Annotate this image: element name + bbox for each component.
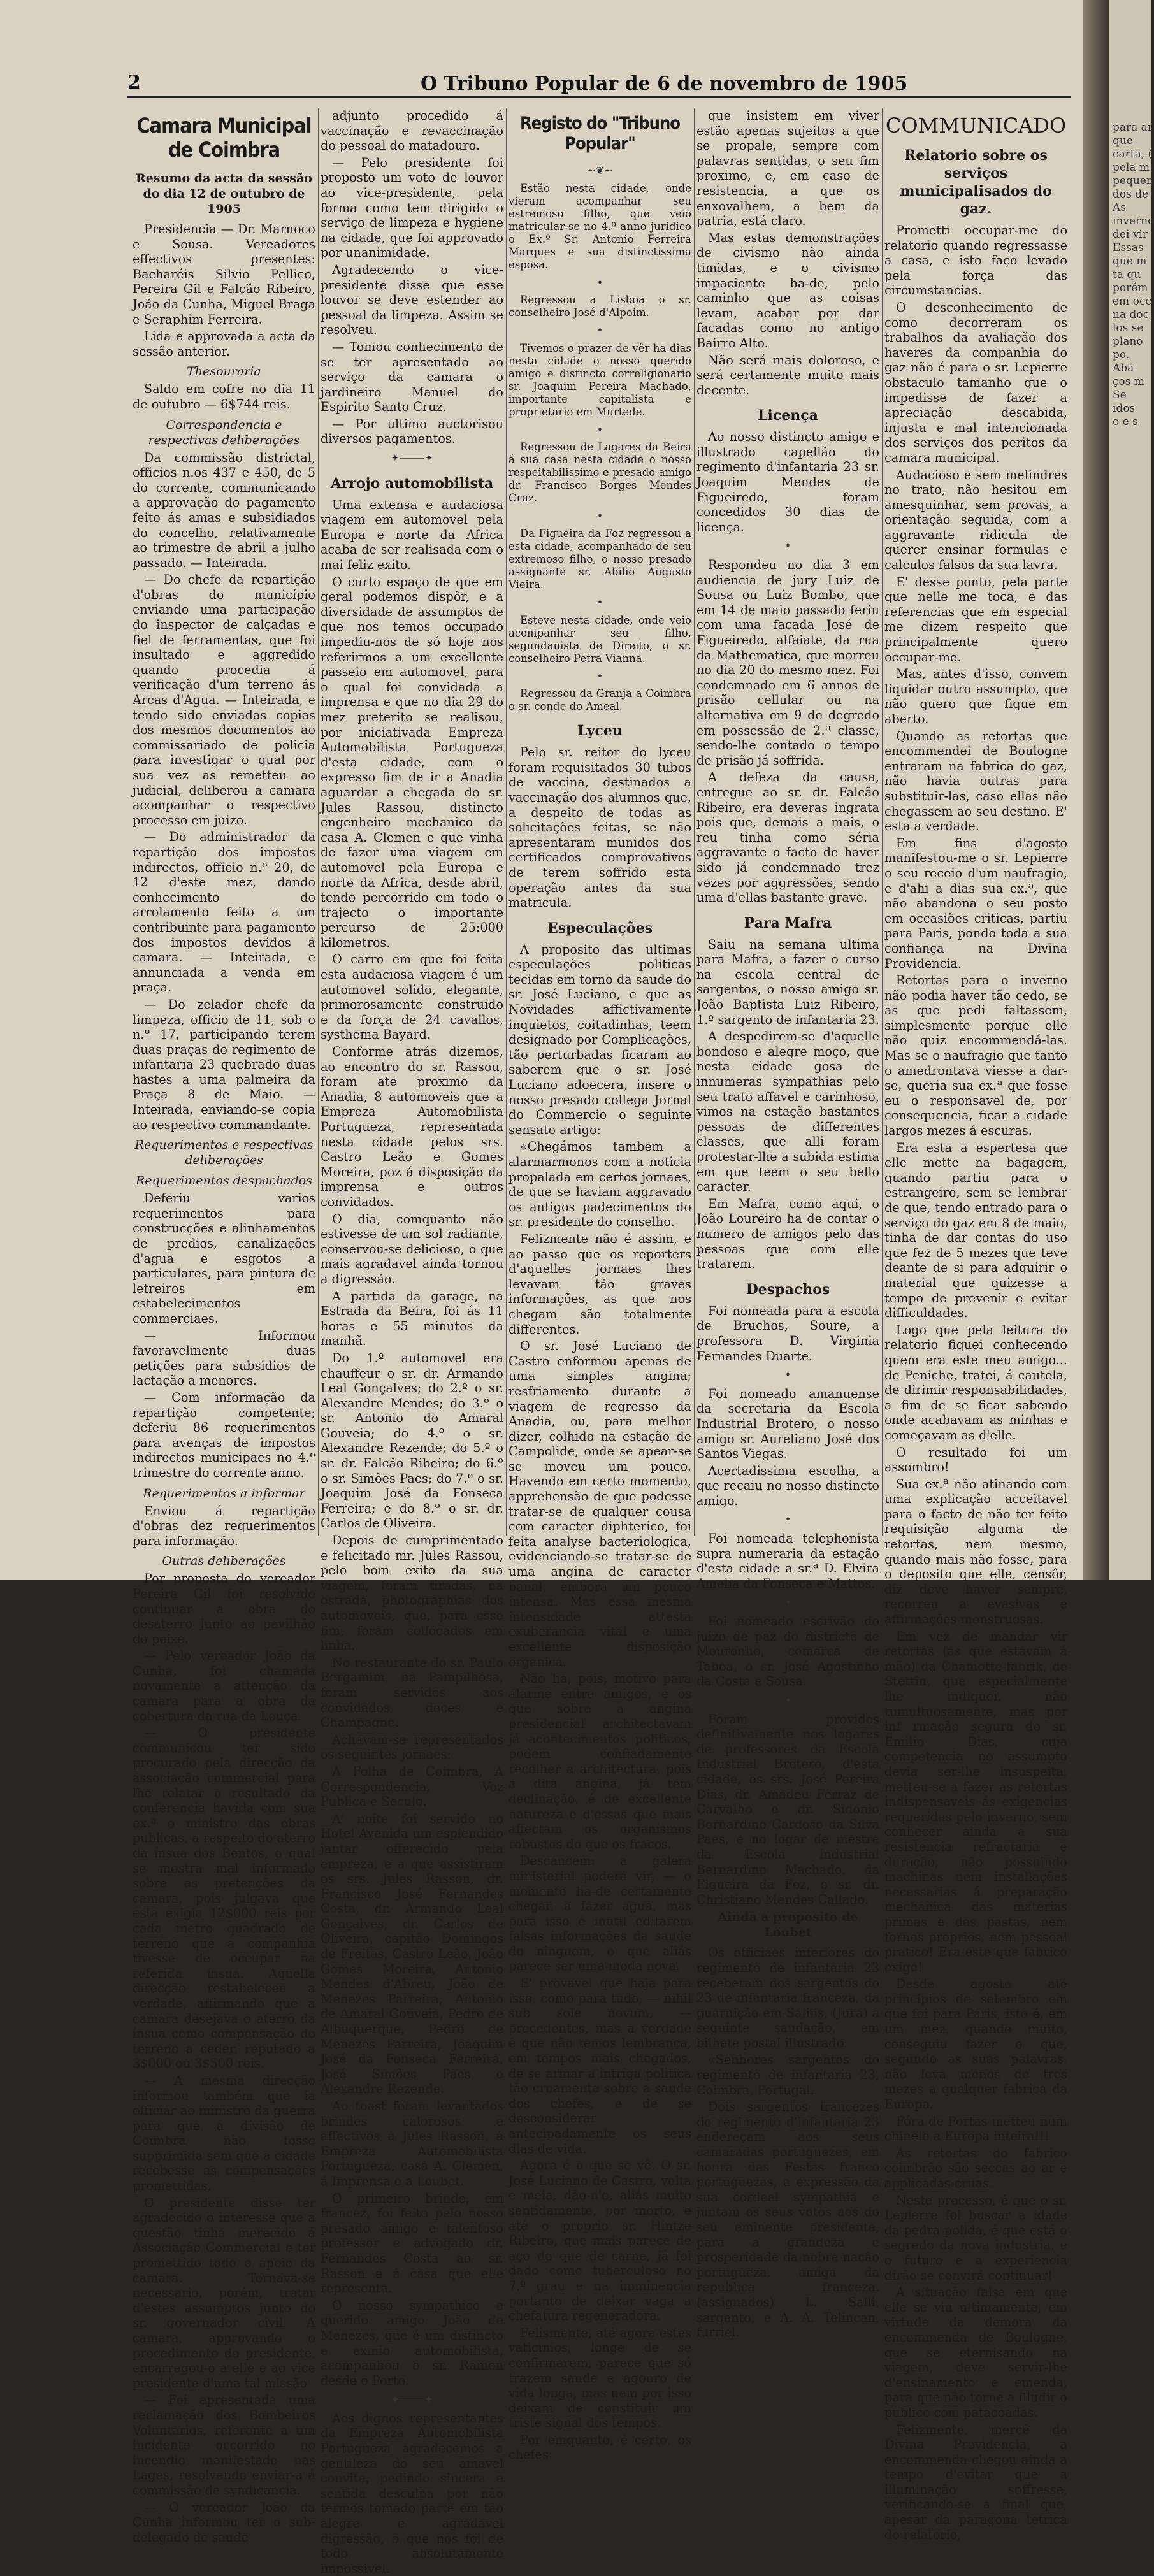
paragraph: Não ha, pois, motivo para alarme entre amigos, e os que sobre a angina presidencial architectavam já acontecimentos politicos, podem confiadamente recolher a architectura, pois a dita angina, já tem declinação, é de excellente natureza e d'essas que mais affectam os organismos robustos do que os fracos.	[508, 1671, 691, 1852]
adjacent-page-fragment: carta, (	[1113, 148, 1153, 161]
paragraph: Era esta a espertesa que elle mette na bagagem, quando partiu para o estrangeiro, sem se lembrar de que, tendo entrado para o serviço do gaz em 8 de maio, tinha de dar contas do uso que fez de 5 mezes que teve deante de si para adquirir o material que quizesse a tempo de prevenir e evitar difficuldades.	[884, 1140, 1067, 1321]
separator-dot: •	[784, 540, 791, 552]
adjacent-page-fragment: Essas	[1113, 241, 1144, 254]
paragraph: A proposito das ultimas especulações politicas tecidas em torno da saude do sr. José Luciano, e que as Novidades affictivamente inquietos, coitadinhas, teem designado por Complicações, tão perturbadas ficaram ao saberem que o sr. José Luciano adoecera, insere o nosso presado collega Jornal do Commercio o seguinte sensato artigo:	[508, 942, 691, 1137]
paragraph: Depois de cumprimentado e felicitado mr. Jules Rassou, pelo bom exito da sua viagem, foram tiradas, na estrada, photographias dos automoveis, que, para esse fim, foram collocados em linha.	[321, 1533, 503, 1653]
adjacent-page-fragment: dei vir	[1113, 228, 1148, 241]
paragraph: Felismente, até agora estes vaticinios, longe de se confirmarem, parece que só trazem saude e agouro de vida longa, mas nem por isso deixam de constituir um triste signal dos tempos.	[508, 2325, 691, 2431]
separator-dot: •	[784, 1369, 791, 1381]
paragraph: Quando as retortas que encommendei de Boulogne entraram na fabrica do gaz, não havia outras para substituir-las, caso ellas não chegassem ao seu destino. E' esta a verdade.	[884, 728, 1067, 834]
page-header	[127, 71, 1071, 97]
ornament-divider: ✦⸻✦	[391, 2393, 433, 2406]
news-item: Da Figueira da Foz regressou a esta cidade, acompanhado de seu extremoso filho, o nosso presado assignante sr. Abilio Augusto Vieira.	[508, 527, 691, 591]
paragraph: — Do administrador da repartição dos impostos indirectos, officio n.º 20, de 12 d'este mez, dando conhecimento do arrolamento feito a um contribuinte para pagamento dos impostos devidos á camara. — Inteirada, e annunciada a venda em praça.	[133, 830, 315, 995]
adjacent-page-fragment: As	[1113, 201, 1127, 214]
paragraph: — Por ultimo auctorisou diversos pagamentos.	[321, 416, 503, 447]
section-heading: Para Mafra	[744, 914, 832, 932]
paragraph: Foi nomeado escrivão do juizo de paz do districto de Mouronho, comarca de Taboa, o sr. José Agostinho da Costa e Sousa.	[696, 1614, 879, 1689]
paragraph: Por proposta do vereador Pereira Gil foi resolvido continuar a obra do desaterro junto ao pavilhão do peixe.	[133, 1571, 315, 1646]
paragraph: Ao toast foram levantados brindes calorosos e affectivos a Jules Rasson, á Empreza Automobilista Portugueza, casa A. Clemen, á Imprensa e a Loubet.	[321, 2099, 503, 2189]
column-2	[321, 108, 503, 2576]
paragraph: Saldo em cofre no dia 11 de outubro — 6$744 reis.	[133, 382, 315, 412]
paragraph: Logo que pela leitura do relatorio fiquei conhecendo quem era este meu amigo... de Peniche, tratei, á cautela, de dirimir responsabilidades, a fim de se ficar sabendo onde acabavam as minhas e começavam as d'elle.	[884, 1322, 1067, 1443]
paragraph: Do 1.º automovel era chauffeur o sr. dr. Armando Leal Gonçalves; do 2.º o sr. Alexandre Mendes; do 3.º o sr. Antonio do Amaral Gouveia; do 4.º o sr. Alexandre Rezende; do 5.º o sr. dr. Falcão Ribeiro; do 6.º o sr. Simões Paes; do 7.º o sr. Joaquim José da Fonseca Ferreira; e do 8.º o sr. dr. Carlos de Oliveira.	[321, 1350, 503, 1531]
section-heading: Ainda a proposito de Loubet	[718, 1910, 858, 1940]
paragraph: Conforme atrás dizemos, ao encontro do sr. Rassou, foram até proximo da Anadia, 8 automoveis que a Empreza Automobilista Portugueza, representada nesta cidade pelos srs. Castro Leão e Gomes Moreira, poz á disposição da imprensa e outros convidados.	[321, 1044, 503, 1209]
paragraph: — Do zelador chefe da limpeza, officio de 11, sob o n.º 17, participando terem duas praças do regimento de infantaria 23 quebrado duas hastes a uma palmeira da Praça 8 de Maio. — Inteirada, enviando-se copia ao respectivo commandante.	[133, 997, 315, 1132]
adjacent-page-fragment: que	[1113, 134, 1133, 147]
paragraph: «Senhores sargentos do regimento de infantaria 23, Coimbra, Portugal.	[696, 2052, 879, 2097]
paragraph: Da commissão districtal, officios n.os 437 e 450, de 5 do corrente, communicando a approvação do pagamento feito ás amas e subsidiados do concelho, relativamente ao trimestre de abril a julho passado. — Inteirada.	[133, 450, 315, 570]
separator-dot: •	[596, 510, 603, 522]
adjacent-page-edge	[1109, 0, 1154, 1580]
paragraph: O primeiro brinde, em francez, foi feito pelo nosso presado amigo e talentoso professor e advogado dr. Fernandes Costa ao sr. Rasson e á casa que elle representa.	[321, 2191, 503, 2296]
paragraph: Uma extensa e audaciosa viagem em automovel pela Europa e norte da Africa acaba de ser realisada com o mai feliz exito.	[321, 497, 503, 573]
adjacent-page-fragment: o e s	[1113, 415, 1138, 428]
paragraph: Agradecendo o vice-presidente disse que esse louvor se deve estender ao pessoal da limpeza. Assim se resolveu.	[321, 262, 503, 338]
article-title: COMMUNICADO	[885, 113, 1067, 138]
news-item: Regressou da Granja a Coimbra o sr. conde do Ameal.	[508, 687, 691, 713]
adjacent-page-fragment: Aba	[1113, 362, 1134, 375]
paragraph: Prometti occupar-me do relatorio quando regressasse a casa, e isto faço levado pela força das circumstancias.	[884, 223, 1067, 298]
adjacent-page-fragment: para ar	[1113, 121, 1153, 134]
paragraph: Em vez de mandar vir retortas (as que estavam á mão) da Chamotte-fabrik, de Stettin, que especialmente lhe indiquei, não tumultuosamente, mas por inf rmação segura do sr. Emilio Dias, cuja competencia no assumpto devia ser-lhe insuspeita, metteu-se a fazer as retortas indispensaveis ás exigencias requeridas pelo inverno, sem conhecer ainda a sua resistencia refractaria e duração, não possuindo machinas nem installações necessarias á preparação mechanica das materias primas e das pastas, nem fornos proprios, nem pessoal pratico! Era este que fabrico exige!	[884, 1629, 1067, 1975]
paragraph: Enviou á repartição d'obras dez requerimentos para informação.	[133, 1503, 315, 1548]
paragraph: Felizmente não é assim, e ao passo que os reporters d'aquelles jornaes lhes levavam tão graves informações, as que nos chegam são totalmente differentes.	[508, 1231, 691, 1337]
paragraph: A despedirem-se d'aquelle bondoso e alegre moço, que nesta cidade gosa de innumeras sympathias pelo seu trato affavel e carinhoso, vimos na estação bastantes pessoas de differentes classes, que alli foram protestar-lhe a subida estima em que teem o seu bello caracter.	[696, 1029, 879, 1195]
paragraph: Por emquanto, é certo, os chefes	[508, 2432, 691, 2463]
paragraph: Em Mafra, como aqui, o João Loureiro ha de contar o numero de amigos pelo das pessoas que com elle tratarem.	[696, 1196, 879, 1272]
section-heading: Despachos	[746, 1281, 830, 1298]
separator-dot: •	[596, 423, 603, 436]
separator-dot: •	[596, 324, 603, 337]
section-heading: Lyceu	[577, 723, 623, 740]
column-5	[884, 108, 1067, 2542]
paragraph: Foi nomeada para a escola de Bruchos, Soure, a professora D. Virginia Fernandes Duarte.	[696, 1303, 879, 1364]
adjacent-page-fragment: porém	[1113, 282, 1148, 294]
paragraph: Ao nosso distincto amigo e illustrado capellão do regimento d'infantaria 23 sr. Joaquim Mendes de Figueiredo, foram concedidos 30 dias de licença.	[696, 429, 879, 535]
paragraph: Deferiu varios requerimentos para construcções e alinhamentos de predios, canalizações d'agua e esgotos a particulares, para pintura de letreiros em estabelecimentos commerciaes.	[133, 1191, 315, 1326]
paragraph: Os officiaes inferiores do regimento de infantaria 23 receberam dos sargentos do 23 de infantaria franceza, da guarnição em Salins, (Jura) a seguinte saudação, em bilhete postal illustrado:	[696, 1945, 879, 2050]
paragraph: Acertadissima escolha, a que recaiu no nosso distincto amigo.	[696, 1463, 879, 1508]
paragraph: E' desse ponto, pela parte que nelle me toca, e das referencias que em especial me dizem respeito que principalmente quero occupar-me.	[884, 574, 1067, 665]
paragraph: O carro em que foi feita esta audaciosa viagem é um automovel solido, elegante, primorosamente construido e da força de 24 cavallos, systhema Bayard.	[321, 952, 503, 1042]
paragraph: O nosso sympathico e querido amigo João de Menezes, que é um distincto e exmio automobilista, acompanhou o sr. Ramon desde o Porto.	[321, 2298, 503, 2388]
paragraph: Descancem: a galera ministerial poderá vir, — o momento ha-de certamente chegar, a fazer agua, mas para isso é inutil editarem falsas informações da saude do ninguem, o que aliás parece ser uma moda nova.	[508, 1853, 691, 1974]
section-heading: Especulações	[547, 919, 653, 937]
paragraph: Desde agosto até principios de setembro em que foi para Paris, isto é, em um mez, quando muito, conseguiu fazer o que, segundo as suas palavras, não leva menos de tres mezes a qualquer fabrica da Europa.	[884, 1976, 1067, 2112]
adjacent-page-fragment: pequen	[1113, 175, 1153, 187]
paragraph: A defeza da causa, entregue ao sr. dr. Falcão Ribeiro, era deveras ingrata pois que, demais a mais, o reu tinha como séria aggravante o facto de haver sido já condemnado trez vezes por aggressões, sendo uma d'ellas bastante grave.	[696, 770, 879, 905]
column-4	[696, 108, 879, 2340]
paragraph: Foram providos definitivamente nos logares de professores da Escola Industrial Brotero, d'esta cidade, os srs. José Pereira Dias, dr. Amadeu Ferraz de Carvalho e dr. Sidonio Bernardino Cardoso da Silva Paes, e no logar de mestre da Escola Industrial Bernardino Machado, da Figueira da Foz, o sr. dr. Christiano Mendes Callado.	[696, 1711, 879, 1907]
paragraph: — Foi apresentada uma reclamação dos Bombeiros Voluntarios, referente a um incidente occorrido no incendio manifestado nas Lages, resolvendo enviar-a á commissão de syndicancia.	[133, 2393, 315, 2498]
paragraph: Não será mais doloroso, e será certamente muito mais decente.	[696, 352, 879, 398]
paragraph: Audacioso e sem melindres no trato, não hesitou em amesquinhar, sem provas, a orientação seguida, com a aggravante ridicula de querer ensinar formulas e calculos falsos da sua lavra.	[884, 467, 1067, 573]
paragraph: Dois sargentos francezes do regimento d'infantaria 23 endereçam aos seus camaradas portuguezes, em honra das Festas franco portuguezas, a expressão da sua cordeal sympathia e juntam os seus votos aos do seu eminente presidente, para a grandeza e prosperidade da nobre nação portugueza, amiga da republica franceza. (assignados) L. Salli, sargento, e A. A. Telincan, furriel.	[696, 2099, 879, 2340]
column-divider	[694, 108, 695, 1536]
paragraph: Foi nomeado amanuense da secretaria da Escola Industrial Brotero, o nosso amigo sr. Aureliano José dos Santos Viegas.	[696, 1386, 879, 1462]
paragraph: — Com informação da repartição competente; deferiu 86 requerimentos para avenças de impostos indirectos municipaes no 4.º trimestre do corrente anno.	[133, 1390, 315, 1480]
adjacent-page-text	[1109, 0, 1154, 429]
separator-dot: •	[596, 670, 603, 682]
news-item: Tivemos o prazer de vêr ha dias nesta cidade o nosso querido amigo e distincto correligionario sr. Joaquim Pereira Machado, importante capitalista e proprietario em Murtede.	[508, 342, 691, 418]
separator-dot: •	[596, 276, 603, 289]
paragraph: O dia, comquanto não estivesse de um sol radiante, conservou-se delicioso, o que mais agradavel ainda tornou a digressão.	[321, 1211, 503, 1286]
paragraph: A partida da garage, na Estrada da Beira, foi ás 11 horas e 55 minutos da manhã.	[321, 1288, 503, 1349]
separator-dot: •	[596, 596, 603, 608]
paragraph: — O vereador João da Cunha informou ter o sub-delegado de saude	[133, 2500, 315, 2545]
ornament-divider: ✦⸻✦	[391, 452, 433, 464]
adjacent-page-fragment: que m	[1113, 255, 1147, 268]
paragraph: «Chegámos tambem a alarmarmonos com a noticia propalada em certos jornaes, de que se haviam aggravado os antigos padecimentos do sr. presidente do conselho.	[508, 1139, 691, 1230]
paragraph: Pelo sr. reitor do lyceu foram requisitados 30 tubos de vaccina, destinados a vaccinação dos alumnos que, a despeito de todas as solicitações feitas, se não apresentaram munidos dos certificados comprovativos de terem soffrido esta operação antes da sua matricula.	[508, 745, 691, 910]
paragraph: Respondeu no dia 3 em audiencia de jury Luiz de Sousa ou Luiz Bombo, que em 14 de maio passado feriu com uma facada José de Figueiredo, alfaiate, da rua da Mathematica, que morreu no dia 20 do mesmo mez. Foi condemnado em 6 annos de prisão cellular ou na alternativa em 9 de degredo em possessão de 2.ª classe, sendo-lhe contado o tempo de prisão já soffrida.	[696, 558, 879, 768]
column-divider	[318, 108, 319, 1536]
paragraph: Aos dignos representantes da Empreza Automobilista Portugueza agradecemos a gentileza do seu amavel convite, pedindo sincera e sentida desculpa por não termos tomado parte em tão alegre e agradavel digressão, o que nos foi de todo absolutamente impossivel.	[321, 2410, 503, 2576]
adjacent-page-fragment: ços m	[1113, 375, 1145, 388]
header-rule	[127, 96, 1071, 98]
adjacent-page-fragment: idos	[1113, 402, 1136, 415]
section-heading: Correspondencia e respectivas deliberações	[148, 417, 300, 447]
adjacent-page-fragment: po.	[1113, 349, 1130, 361]
page-number: 2	[127, 71, 141, 94]
paragraph: — Do chefe da repartição d'obras do município enviando uma participação do inspector de calçadas e fiel de ferramentas, que foi insultado e aggredido quando procedia á verificação d'um terreno ás Arcas d'Agua. — Inteirada, e tendo sido enviadas copias dos mesmos documentos ao commissariado de policia para investigar o qual por sua vez as remetteu ao judicial, deliberou a camara acompanhar o respectivo processo em juizo.	[133, 572, 315, 828]
newspaper-date-heading: O Tribuno Popular de 6 de novembro de 1905	[421, 73, 908, 95]
paragraph: Foi nomeada telephonista supra numeraria da estação d'esta cidade a sr.ª D. Elvira Amelia da Fonseca e Mattos.	[696, 1531, 879, 1591]
adjacent-page-fragment: inverno	[1113, 215, 1154, 227]
column-1	[133, 108, 315, 2545]
paragraph: — Pelo presidente foi proposto um voto de louvor ao vice-presidente, pela forma como tem dirigido o serviço de limpeza e hygiene na cidade, que foi approvado por unanimidade.	[321, 155, 503, 261]
news-item: Estão nesta cidade, onde vieram acompanhar seu estremoso filho, que veio matricular-se no 4.º anno juridico o Ex.º Sr. Antonio Ferreira Marques e sua distinctissima esposa.	[508, 182, 691, 271]
paragraph: A situação falsa em que elle se viu ultimamente, em virtude da demora da encommenda de Boulogne, que se eternisando na viagem, deve servir-lhe d'ensinamento e emenda, para que não torne a illudir o publico com patacoadas.	[884, 2285, 1067, 2420]
section-heading: Requerimentos e respectivas deliberações	[134, 1138, 314, 1168]
book-spine	[1083, 0, 1109, 1580]
article-subtitle: Resumo da acta da sessão do dia 12 de outubro de 1905	[136, 171, 312, 216]
paragraph: — Tomou conhecimento de se ter apresentado ao serviço da camara o jardineiro Manuel do Espirito Santo Cruz.	[321, 339, 503, 415]
paragraph: Fóra de Portas metteu num chinelo a Europa inteira!!!	[884, 2113, 1067, 2144]
paragraph: A' noite foi servido no Hotel Avenida um esplendido jantar offerecido pela empreza, e a que assistiram os srs. Jules Rasson, dr. Francisco José Fernandes Costa, dr. Armando Leal Gonçalves, dr. Carlos de Oliveira, capitão Domingos de Freitas, Castro Leão, João Gomes Moreira, Antonio Mendes d'Abreu, João de Menezes Parreira, Antonio de Amaral Gouveia, Pedro de Albuquerque, Pedro de Menezes Parreira, Joaquim José da Fonseca Ferreira, José Simões Paes e Alexandre Rezende.	[321, 1811, 503, 2097]
paragraph: Lida e approvada a acta da sessão anterior.	[133, 329, 315, 359]
adjacent-page-fragment: los se	[1113, 322, 1144, 335]
paragraph: O sr. José Luciano de Castro enformou apenas de uma simples angina; resfriamento durante a viagem de regresso da Anadia, ou, para melhor dizer, colhido na estação de Campolide, onde se apear-se se moveu um pouco. Havendo em certo momento, apprehensão de que podesse tratar-se de qualquer cousa com caracter diphterico, foi feita analyse bacteriologica, evidenciando-se tratar-se de uma angina de caracter banal, embora um pouco intensa. Mas essa mesma intensidade attesta exuberancia vital e uma excellente disposição organica.	[508, 1339, 691, 1669]
paragraph: Sua ex.ª não atinando com uma explicação acceitavel para o facto de não ter feito requisição alguma de retortas, nem mesmo, quando mais não fosse, para o deposito que elle, censôr, diz deve haver sempre, recorreu a evasivas e affirmações monstruosas.	[884, 1476, 1067, 1627]
article-subtitle: Relatorio sobre os serviços municipalisados do gaz.	[900, 147, 1052, 217]
separator-dot: •	[784, 1694, 791, 1706]
paragraph: Saiu na semana ultima para Mafra, a fazer o curso na escola central de sargentos, o nosso amigo sr. João Baptista Luiz Ribeiro, 1.º sargento de infantaria 23.	[696, 937, 879, 1027]
column-divider	[506, 108, 507, 1536]
adjacent-page-fragment: na doc	[1113, 308, 1150, 321]
paragraph: — Pelo vereador João da Cunha, foi chamada novamente a attenção da camara para a obra da cobertura da rua da Louça.	[133, 1648, 315, 1723]
column-3	[508, 108, 691, 2463]
separator-dot: •	[784, 1513, 791, 1526]
paragraph: Mas, antes d'isso, convem liquidar outro assumpto, que não quero que fique em aberto.	[884, 666, 1067, 726]
paragraph: As retortas do fabrico coimbrão são seccas ao ar e applicadas cruas.	[884, 2145, 1067, 2191]
paragraph: Em fins d'agosto manifestou-me o sr. Lepierre o seu receio d'um naufragio, e d'ahi a dias sua ex.ª, que não abandona o seu posto em occasiões criticas, partiu para Paris, pondo toda a sua confiança na Divina Providencia.	[884, 835, 1067, 971]
paragraph: O resultado foi um assombro!	[884, 1444, 1067, 1475]
paragraph: Retortas para o inverno não podia haver tão cedo, se as que pedi faltassem, simplesmente porque elle não quiz encommendá-las. Mas se o naufragio que tanto o amedrontava viesse a dar-se, queria sua ex.ª que fosse eu o responsavel de, por consequencia, ficar a cidade largos mezes á escuras.	[884, 973, 1067, 1139]
paragraph: O desconhecimento de como decorreram os trabalhos da avaliação dos haveres da companhia do gaz não é para o sr. Lepierre obstaculo tamanho que o impedisse de fazer a apreciação descabida, injusta e mal intencionada dos serviços dos peritos da camara municipal.	[884, 299, 1067, 465]
paragraph: O curto espaço de que em geral podemos dispôr, e a diversidade de assumptos de que nos temos occupado impediu-nos de só hoje nos referirmos a um excellente passeio em automovel, para o qual foi convidada a imprensa e que no dia 29 do mez preterito se realisou, por iniciativada Empreza Automobilista Portugueza d'esta cidade, com o expresso fim de ir a Anadia aguardar a chegada do sr. Jules Rassou, distincto engenheiro mechanico da casa A. Clemen e que vinha de fazer uma viagem em automovel pela Europa e norte da Africa, desde abril, tendo percorrido em todo o trajecto o importante percurso de 25:000 kilometros.	[321, 574, 503, 950]
news-item: Regressou de Lagares da Beira á sua casa nesta cidade o nosso respeitabilissimo e presado amigo dr. Francisco Borges Mendes Cruz.	[508, 441, 691, 505]
paragraph: A Folha de Coimbra, A Correspondencia, Voz Publica e Seculo.	[321, 1764, 503, 1810]
adjacent-page-fragment: plano	[1113, 335, 1143, 348]
section-heading: Licença	[758, 407, 818, 424]
paragraph: Presidencia — Dr. Marnoco e Sousa. Vereadores effectivos presentes: Bacharéis Silvio Pellico, Pereira Gil e Falcão Ribeiro, João da Cunha, Miguel Braga e Seraphim Ferreira.	[133, 222, 315, 327]
paragraph: Felizmente, mercê da Divina Providencia, a encommenda chegou ainda a tempo d'evitar que a illuminação soffresse, verificando-se a final que, apesar da paragona tetrica do relatorio,	[884, 2422, 1067, 2542]
separator-dot: •	[784, 1596, 791, 1609]
news-item: Esteve nesta cidade, onde veio acompanhar seu filho, segundanista de Direito, o sr. conselheiro Petra Vianna.	[508, 614, 691, 665]
article-title: Camara Municipal de Coimbra	[136, 113, 312, 162]
news-item: Regressou a Lisboa o sr. conselheiro José d'Alpoim.	[508, 294, 691, 319]
section-heading: Thesouraria	[187, 364, 261, 379]
paragraph: Mas estas demonstrações de civismo não ainda timidas, e o civismo impaciente ha-de, pelo caminho que as coisas levam, acabar por dar facadas como no antigo Bairro Alto.	[696, 230, 879, 350]
adjacent-page-fragment: dos de	[1113, 188, 1149, 201]
section-heading: Requerimentos despachados	[136, 1174, 312, 1188]
paragraph: Agora é o que se vê. O sr. José Luciano de Castro, volta e meia, dão-n'o, aliás muito sentidamente, por morto, e até o proprio sr. Hintze Ribeiro, que mais parece de aço do que de carne, já foi dado como tuberculoso no 7.º grau e na imminencia portanto de deixar vaga a chefatura regeneradora.	[508, 2158, 691, 2324]
article-title: Registo do "Tribuno Popular"	[520, 113, 680, 154]
paragraph: — A mesma direcção informou também que ia officiar ao ministro da guerra para que a divisão de Coimbra não fosse supprimida sem que a cidade recebesse as compensações promettidas.	[133, 2073, 315, 2194]
section-heading: Requerimentos a informar	[143, 1486, 305, 1500]
adjacent-page-fragment: Se	[1113, 389, 1127, 401]
paragraph: O presidente disse ter agradecido o interesse que a questão tinha merecido á Associação Commercial e ter promettido todo o apoio da camara. Tornava-se necessario, porém, tratar d'estes assumptos junto do sr. governador civil. A camara, approvando o procedimento do presidente, encarregou-o a elle e ao vice presidente d'uma tal missão	[133, 2195, 315, 2391]
paragraph: adjunto procedido á vaccinação e revaccinação do pessoal do matadouro.	[321, 108, 503, 154]
paragraph: — Informou favoravelmente duas petições para subsidios de lactação a menores.	[133, 1328, 315, 1388]
section-heading: Arrojo automobilista	[330, 475, 494, 492]
section-heading: Outras deliberações	[162, 1554, 286, 1569]
paragraph: Achavam-se representados os seguintes jornaes:	[321, 1732, 503, 1762]
paragraph: No restaurante do sr. Paulo Bergamim, na Pampilhosa, foram servidos aos convidados doces e Champagne.	[321, 1655, 503, 1731]
paragraph: Neste processo, é que o sr. Lepierre foi buscar a idade da pedra polida, é que está o segredo da nova industria, e o futuro e a experiencia dirão se convirá continuar!	[884, 2192, 1067, 2283]
paragraph: que insistem em viver estão apenas sujeitos a que se propale, sempre com palavras sentidas, o seu fim proximo, e, em caso de resistencia, a que os enxovalhem, a bem da patria, está claro.	[696, 108, 879, 229]
adjacent-page-fragment: ta qu	[1113, 268, 1141, 281]
column-divider	[882, 108, 883, 1536]
adjacent-page-fragment: em occ	[1113, 295, 1151, 308]
adjacent-page-fragment: pela m	[1113, 161, 1150, 174]
ornament-divider: ~❦~	[587, 164, 613, 176]
paragraph: — O presidente communicou ter sido procurado pela direcção da associação commercial para lhe relatar o resultado da conferencia havida com sua ex.ª o ministro das obras publicas, a respeito do aterro da ínsua dos Bentos, o qual se mostra mal informado sobre as pretenções da camara, pois julgava que esta exigia 12$000 reis por cada metro quadrado de terreno que a companhia tivesse de occupar na referida ínsua. Aquella direcção restabeleceu a verdade, affirmando que a camara desejava o aterro da ínsua como compensação do terreno a ceder, reputado a 3$000 ou 3$500 reis.	[133, 1725, 315, 2071]
paragraph: E' provavel que haja para isso, como para tudo, — nihil sub sole novum, — precedentes, mas a verdade é que não temos lembrança, em tempos mais chegados, de se armar a intriga politica tão cruamente sobre a saude dos chefes, e de se desconsiderar antecipadamente os seus dias de vida.	[508, 1976, 691, 2156]
